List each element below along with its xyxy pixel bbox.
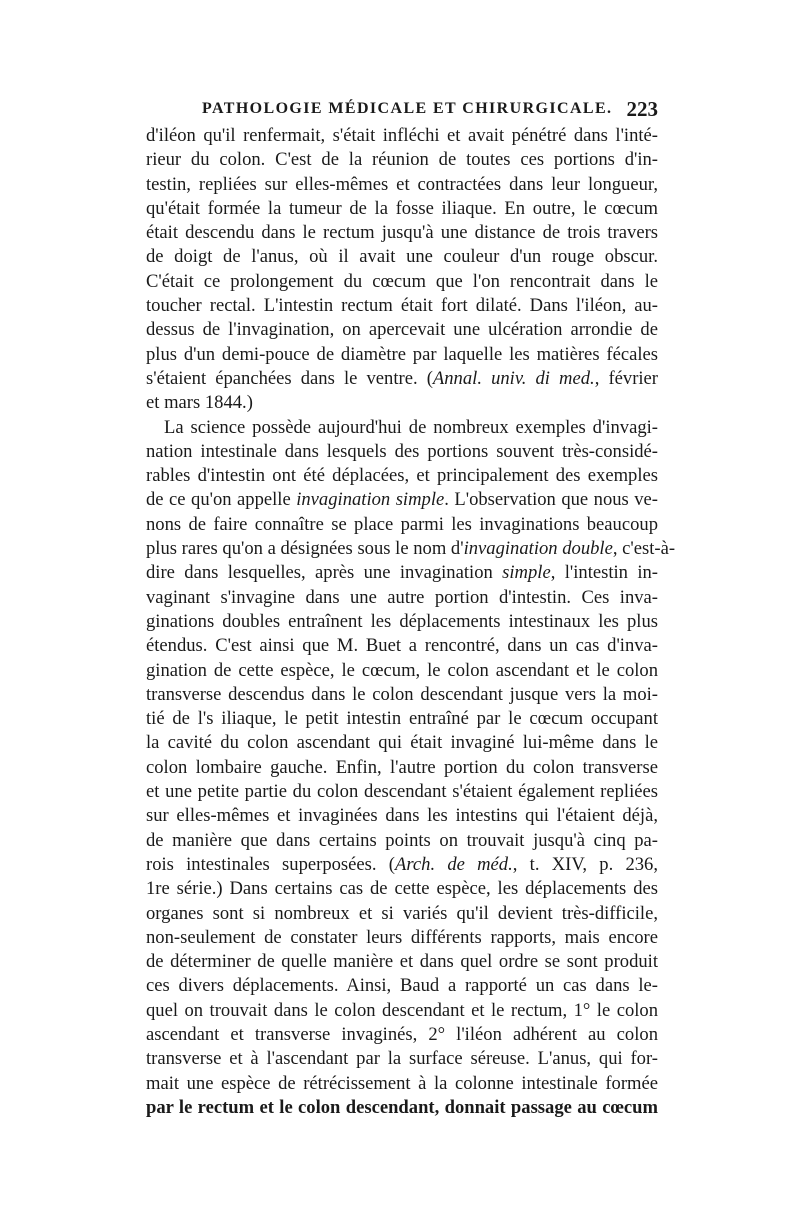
text-line: plus rares qu'on a désignées sous le nom d'invagination double, c'est-à- [146, 538, 676, 560]
text-line: de manière que dans certains points on trouvait jusqu'à cinq pa- [146, 829, 658, 851]
text-line: de ce qu'on appelle invagination simple. L'observation que nous ve- [146, 489, 658, 511]
text-line: de déterminer de quelle manière et dans quel ordre se sont produit [146, 951, 658, 973]
paragraph [146, 416, 676, 1121]
text-line: nation intestinale dans lesquels des portions souvent très-considé- [146, 440, 658, 462]
text-line: s'étaient épanchées dans le ventre. (Annal. univ. di med., février [146, 367, 658, 389]
text-line: était descendu dans le rectum jusqu'à une distance de trois travers [146, 222, 658, 244]
page-number: 223 [626, 97, 658, 121]
text-line: dire dans lesquelles, après une invagination simple, l'intestin in- [146, 562, 658, 584]
text-line: rables d'intestin ont été déplacées, et principalement des exemples [146, 465, 658, 487]
text-line: non-seulement de constater leurs différents rapports, mais encore [146, 926, 658, 948]
text-line: mait une espèce de rétrécissement à la colonne intestinale formée [146, 1072, 658, 1094]
text-line: testin, repliées sur elles-mêmes et contractées dans leur longueur, [146, 173, 658, 195]
text-line: vaginant s'invagine dans une autre portion d'intestin. Ces inva- [146, 586, 658, 608]
page-body [146, 124, 676, 1120]
text-line: de doigt de l'anus, où il avait une couleur d'un rouge obscur. [146, 246, 658, 268]
text-line: C'était ce prolongement du cœcum que l'on rencontrait dans le [146, 270, 658, 292]
text-line: d'iléon qu'il renfermait, s'était infléchi et avait pénétré dans l'inté- [146, 125, 658, 146]
text-line: organes sont si nombreux et si variés qu'il devient très-difficile, [146, 902, 658, 924]
page-header [146, 97, 658, 124]
text-line: dessus de l'invagination, on apercevait une ulcération arrondie de [146, 319, 658, 341]
text-line: transverse et à l'ascendant par la surface séreuse. L'anus, qui for- [146, 1048, 658, 1070]
text-line: la cavité du colon ascendant qui était invaginé lui-même dans le [146, 732, 658, 754]
text-line: toucher rectal. L'intestin rectum était fort dilaté. Dans l'iléon, au- [146, 295, 658, 317]
text-line: gination de cette espèce, le cœcum, le colon ascendant et le colon [146, 659, 658, 681]
text-line: par le rectum et le colon descendant, donnait passage au cœcum [146, 1096, 658, 1118]
text-line: ginations doubles entraînent les déplacements intestinaux les plus [146, 610, 658, 632]
text-line: 1re série.) Dans certains cas de cette espèce, les déplacements des [146, 878, 658, 900]
text-line: sur elles-mêmes et invaginées dans les intestins qui l'étaient déjà, [146, 805, 658, 827]
text-line: étendus. C'est ainsi que M. Buet a rencontré, dans un cas d'inva- [146, 635, 658, 657]
text-line: transverse descendus dans le colon descendant jusque vers la moi- [146, 683, 658, 705]
text-line: rois intestinales superposées. (Arch. de méd., t. XIV, p. 236, [146, 853, 659, 875]
text-line: rieur du colon. C'est de la réunion de toutes ces portions d'in- [146, 149, 658, 171]
text-line: et une petite partie du colon descendant s'étaient également repliées [146, 781, 658, 803]
text-line: nons de faire connaître se place parmi les invaginations beaucoup [146, 513, 658, 535]
text-line: colon lombaire gauche. Enfin, l'autre portion du colon transverse [146, 756, 658, 778]
text-line: ces divers déplacements. Ainsi, Baud a rapporté un cas dans le- [146, 975, 658, 997]
text-line: ascendant et transverse invaginés, 2° l'iléon adhérent au colon [146, 1023, 658, 1045]
paragraph-continuation [146, 124, 658, 416]
running-title: PATHOLOGIE MÉDICALE ET CHIRURGICALE. [202, 100, 613, 117]
text-line: tié de l's iliaque, le petit intestin entraîné par le cœcum occupant [146, 708, 658, 730]
text-line: La science possède aujourd'hui de nombreux exemples d'invagi- [164, 416, 658, 438]
text-line: qu'était formée la tumeur de la fosse iliaque. En outre, le cœcum [146, 197, 658, 219]
text-line: quel on trouvait dans le colon descendant et le rectum, 1° le colon [146, 999, 658, 1021]
text-line: et mars 1844.) [146, 392, 253, 414]
text-line: plus d'un demi-pouce de diamètre par laquelle les matières fécales [146, 343, 658, 365]
